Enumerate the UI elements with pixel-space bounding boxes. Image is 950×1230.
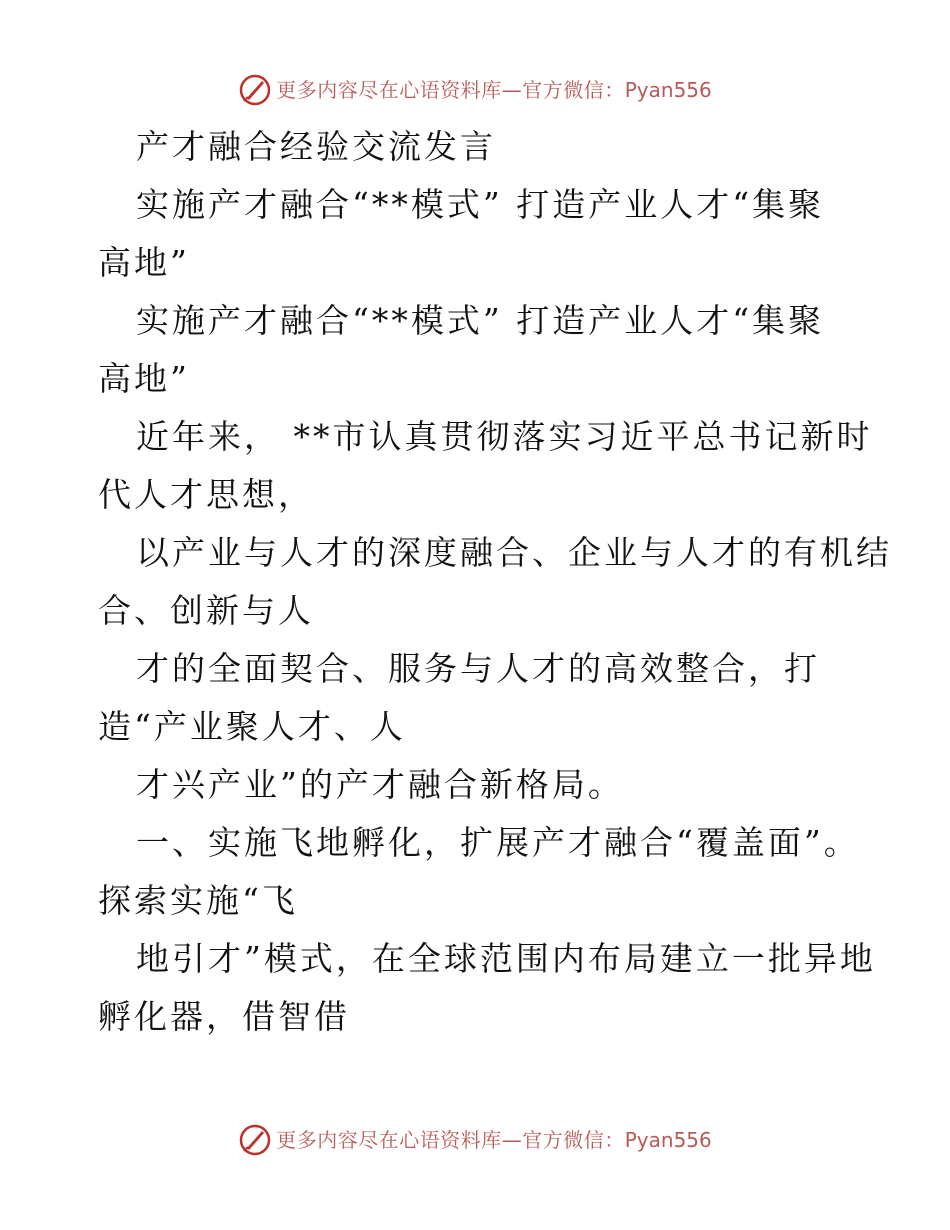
header-banner-handle: Pyan556 xyxy=(624,78,712,102)
quill-logo-icon xyxy=(238,73,272,107)
quill-logo-icon xyxy=(238,1123,272,1157)
doc-line: 探索实施“飞 xyxy=(98,881,298,920)
doc-line: 才兴产业”的产才融合新格局。 xyxy=(136,765,624,804)
doc-line: 造“产业聚人才、人 xyxy=(98,707,406,746)
doc-line: 以产业与人才的深度融合、企业与人才的有机结 xyxy=(136,533,892,572)
doc-line: 合、创新与人 xyxy=(98,591,314,630)
doc-line: 才的全面契合、服务与人才的高效整合，打 xyxy=(136,649,820,688)
doc-line: 高地” xyxy=(98,243,190,282)
doc-line: 近年来， **市认真贯彻落实习近平总书记新时 xyxy=(136,417,873,456)
header-banner xyxy=(0,70,950,110)
footer-banner xyxy=(0,1120,950,1160)
header-banner-text: 更多内容尽在心语资料库—官方微信： xyxy=(276,78,625,102)
doc-line: 孵化器，借智借 xyxy=(98,997,350,1036)
doc-line: 实施产才融合“**模式” 打造产业人才“集聚 xyxy=(136,301,825,340)
document-body xyxy=(98,118,892,1046)
doc-line: 高地” xyxy=(98,359,190,398)
doc-title: 产才融合经验交流发言 xyxy=(136,127,496,166)
footer-banner-handle: Pyan556 xyxy=(624,1128,712,1152)
doc-line: 代人才思想， xyxy=(98,475,314,514)
footer-banner-text: 更多内容尽在心语资料库—官方微信： xyxy=(276,1128,625,1152)
doc-section-heading: 一、实施飞地孵化，扩展产才融合“覆盖面”。 xyxy=(136,823,860,862)
doc-line: 地引才”模式，在全球范围内布局建立一批异地 xyxy=(136,939,876,978)
doc-line: 实施产才融合“**模式” 打造产业人才“集聚 xyxy=(136,185,825,224)
